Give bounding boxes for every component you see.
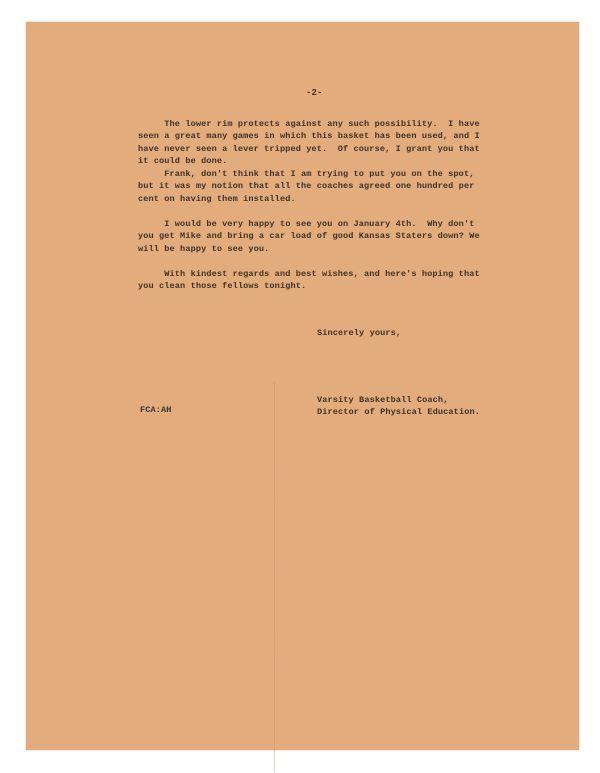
signature-title-2: Director of Physical Education. — [317, 407, 480, 418]
paragraph-2: Frank, don't think that I am trying to put you on the spot, but it was my notion that all the coaches agreed one hundred per cent on having them installed. — [138, 169, 475, 204]
signature-title-1: Varsity Basketball Coach, — [317, 395, 449, 405]
letter-page — [26, 22, 579, 750]
complimentary-close: Sincerely yours, — [317, 328, 402, 338]
page-number: -2- — [306, 88, 323, 98]
paragraph-3: I would be very happy to see you on January 4th. Why don't you get Mike and bring a car load of good Kansas Staters down? We will be happy to see you. — [138, 219, 480, 254]
signature-block — [317, 394, 480, 419]
reference-initials: FCA:AH — [140, 405, 172, 415]
paper-crease — [273, 382, 276, 772]
paragraph-4: With kindest regards and best wishes, and here's hoping that you clean those fellows tonight. — [138, 269, 480, 292]
paragraph-1: The lower rim protects against any such possibility. I have seen a great many games in which this basket has been used, and I have never seen a lever tripped yet. Of course, I grant you that it could be done. — [138, 119, 480, 166]
